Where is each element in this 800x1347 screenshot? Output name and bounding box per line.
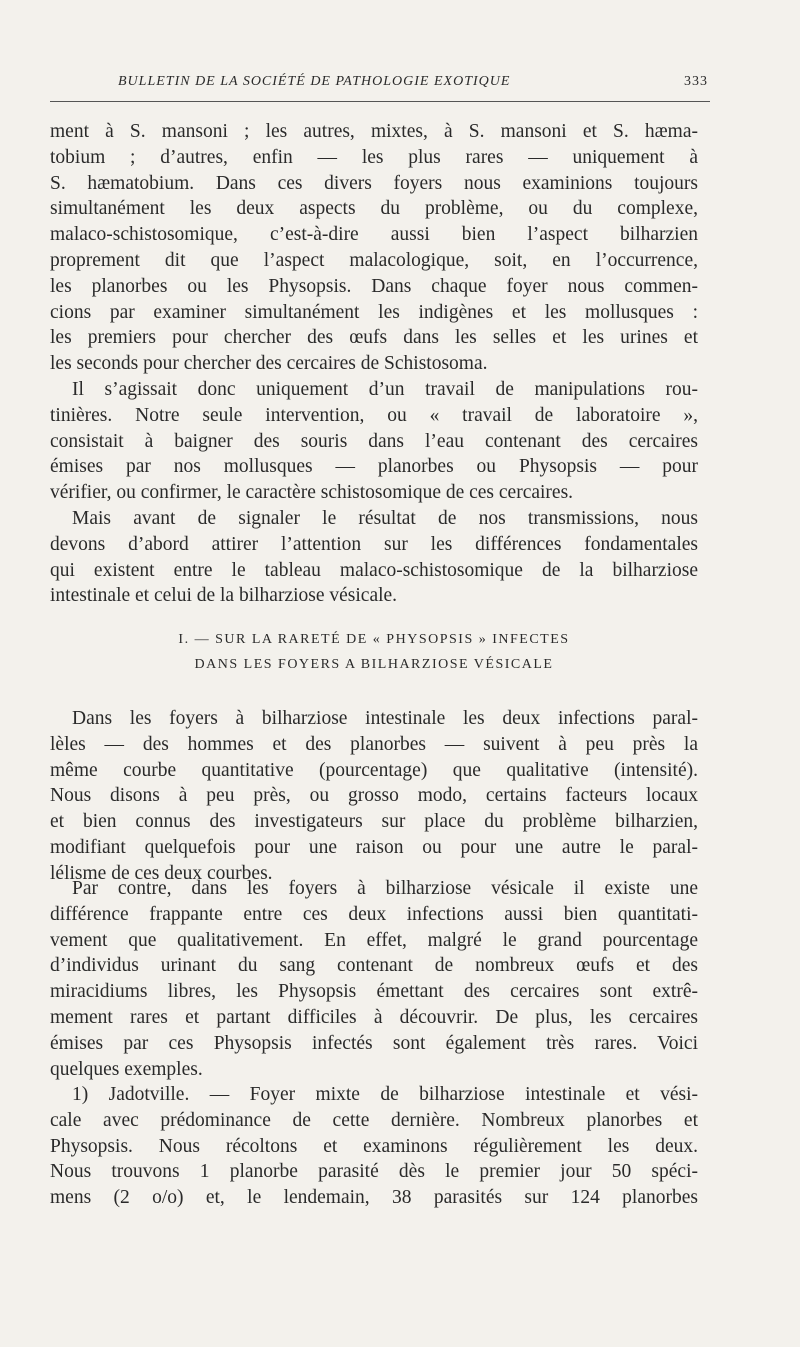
header-rule (50, 101, 710, 102)
text-line: mement rares et partant difficiles à découvrir. De plus, les cercaires (50, 1006, 698, 1028)
text-line: 1) Jadotville. — Foyer mixte de bilharziose intestinale et vési- (72, 1084, 698, 1105)
section-heading-line-2: DANS LES FOYERS A BILHARZIOSE VÉSICALE (194, 657, 554, 672)
paragraph-4 (50, 706, 698, 887)
text-line: proprement dit que l’aspect malacologique, soit, en l’occurrence, (50, 249, 698, 271)
text-line: lélisme de ces deux courbes. (50, 862, 273, 884)
section-heading-line-1: I. — SUR LA RARETÉ DE « PHYSOPSIS » INFECTES (178, 632, 570, 647)
text-line: les premiers pour chercher des œufs dans les selles et les urines et (50, 327, 698, 349)
text-line: mens (2 o/o) et, le lendemain, 38 parasités sur 124 planorbes (50, 1187, 698, 1209)
text-line: quelques exemples. (50, 1058, 203, 1080)
text-line: cions par examiner simultanément les indigènes et les mollusques : (50, 301, 698, 323)
text-line: simultanément les deux aspects du problème, ou du complexe, (50, 198, 698, 220)
text-line: malaco-schistosomique, c’est-à-dire aussi bien l’aspect bilharzien (50, 224, 698, 246)
text-line: cale avec prédominance de cette dernière. Nombreux planorbes et (50, 1109, 698, 1131)
text-line: Par contre, dans les foyers à bilharziose vésicale il existe une (72, 878, 698, 899)
paragraph-3 (50, 506, 698, 609)
text-line: tinières. Notre seule intervention, ou « travail de laboratoire », (50, 404, 698, 426)
text-line: les planorbes ou les Physopsis. Dans chaque foyer nous commen- (50, 275, 698, 297)
text-line: Il s’agissait donc uniquement d’un travail de manipulations rou- (72, 379, 698, 400)
text-line: devons d’abord attirer l’attention sur les différences fondamentales (50, 533, 698, 555)
text-line: ment à S. mansoni ; les autres, mixtes, à S. mansoni et S. hæma- (50, 121, 698, 142)
text-line: miracidiums libres, les Physopsis émettant des cercaires sont extrê- (50, 981, 698, 1003)
paragraph-1 (50, 119, 698, 377)
paragraph-2 (50, 377, 698, 506)
paragraph-5 (50, 876, 698, 1082)
text-line: lèles — des hommes et des planorbes — suivent à peu près la (50, 733, 698, 755)
text-line: qui existent entre le tableau malaco-schistosomique de la bilharziose (50, 559, 698, 581)
journal-title: BULLETIN DE LA SOCIÉTÉ DE PATHOLOGIE EXOTIQUE (118, 74, 511, 89)
text-line: les seconds pour chercher des cercaires de Schistosoma. (50, 353, 488, 375)
text-line: émises par nos mollusques — planorbes ou Physopsis — pour (50, 456, 698, 478)
paragraph-6 (50, 1082, 698, 1211)
text-line: vérifier, ou confirmer, le caractère schistosomique de ces cercaires. (50, 482, 574, 504)
text-line: vement que qualitativement. En effet, malgré le grand pourcentage (50, 929, 698, 951)
text-line: même courbe quantitative (pourcentage) que qualitative (intensité). (50, 759, 698, 781)
text-line: intestinale et celui de la bilharziose vésicale. (50, 585, 398, 607)
text-line: Nous disons à peu près, ou grosso modo, certains facteurs locaux (50, 785, 698, 807)
text-line: modifiant quelquefois pour une raison ou pour une autre le paral- (50, 836, 698, 858)
text-line: tobium ; d’autres, enfin — les plus rares — uniquement à (50, 146, 698, 168)
text-line: Physopsis. Nous récoltons et examinons régulièrement les deux. (50, 1135, 698, 1157)
text-line: Nous trouvons 1 planorbe parasité dès le premier jour 50 spéci- (50, 1161, 698, 1183)
text-line: Mais avant de signaler le résultat de nos transmissions, nous (72, 508, 698, 529)
text-line: consistait à baigner des souris dans l’eau contenant des cercaires (50, 430, 698, 452)
text-line: émises par ces Physopsis infectés sont également très rares. Voici (50, 1032, 698, 1054)
text-line: et bien connus des investigateurs sur place du problème bilharzien, (50, 811, 698, 833)
text-line: S. hæmatobium. Dans ces divers foyers nous examinions toujours (50, 172, 698, 194)
page-number: 333 (684, 74, 708, 89)
text-line: d’individus urinant du sang contenant de nombreux œufs et des (50, 955, 698, 977)
text-line: différence frappante entre ces deux infections aussi bien quantitati- (50, 903, 698, 925)
text-line: Dans les foyers à bilharziose intestinale les deux infections paral- (72, 708, 698, 729)
